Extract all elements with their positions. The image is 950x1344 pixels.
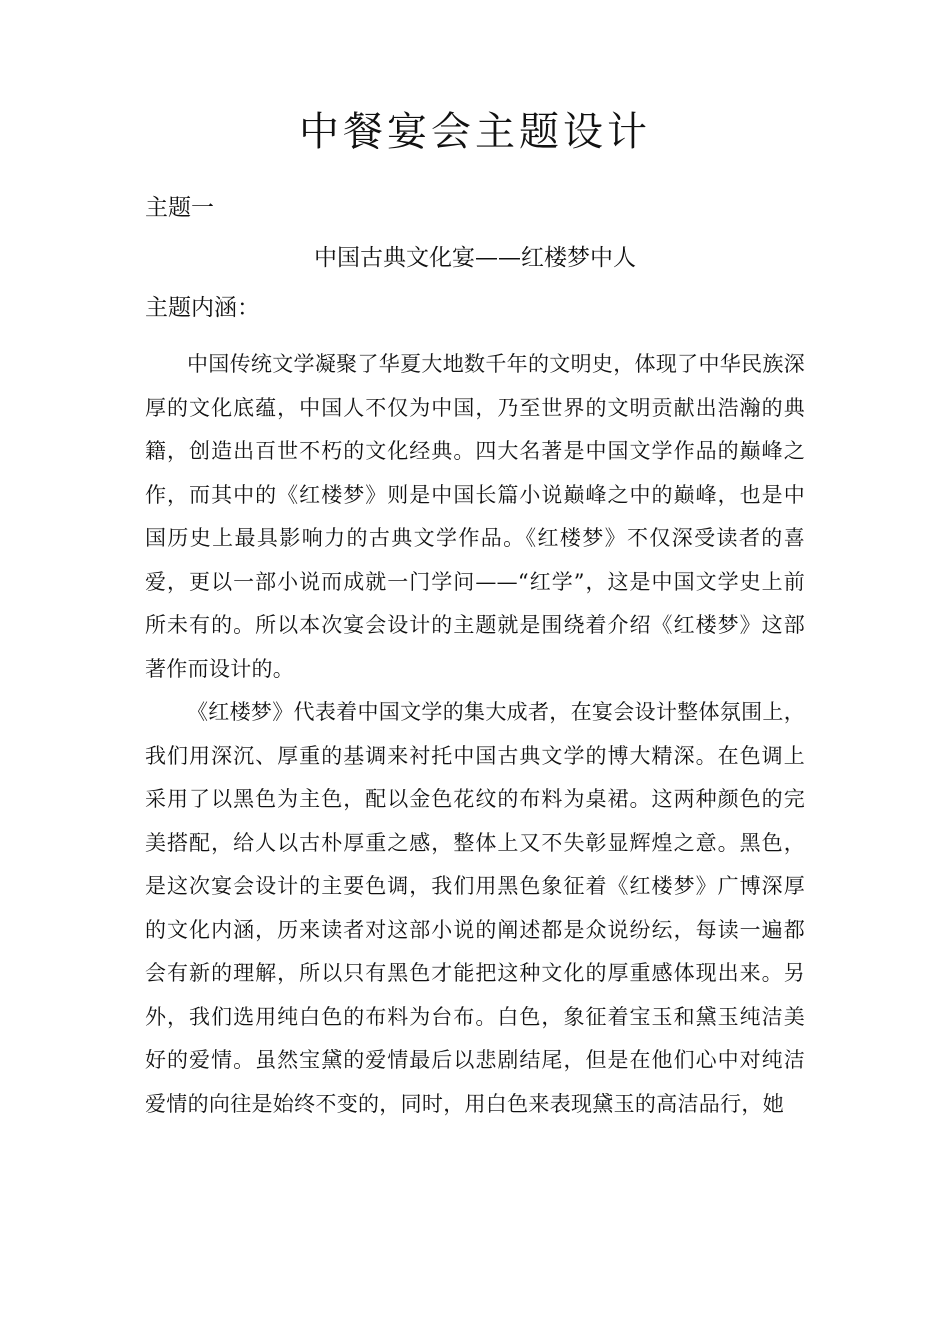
body-text	[145, 343, 805, 1126]
theme-subtitle: 中国古典文化宴——红楼梦中人	[314, 245, 636, 271]
document-title: 中餐宴会主题设计	[299, 109, 651, 155]
paragraph-2: 《红楼梦》代表着中国文学的集大成者，在宴会设计整体氛围上，我们用深沉、厚重的基调来衬托中国古典文学的博大精深。在色调上采用了以黑色为主色，配以金色花纹的布料为桌裙。这两种颜色的完美搭配，给人以古朴厚重之感，整体上又不失彰显辉煌之意。黑色，是这次宴会设计的主要色调，我们用黑色象征着《红楼梦》广博深厚的文化内涵，历来读者对这部小说的阐述都是众说纷纭，每读一遍都会有新的理解，所以只有黑色才能把这种文化的厚重感体现出来。另外，我们选用纯白色的布料为台布。白色，象征着宝玉和黛玉纯洁美好的爱情。虽然宝黛的爱情最后以悲剧结尾，但是在他们心中对纯洁爱情的向往是始终不变的，同时，用白色来表现黛玉的高洁品行，她	[145, 700, 805, 1116]
theme-meaning-label: 主题内涵：	[145, 295, 260, 321]
paragraph-1: 中国传统文学凝聚了华夏大地数千年的文明史，体现了中华民族深厚的文化底蕴，中国人不仅为中国，乃至世界的文明贡献出浩瀚的典籍，创造出百世不朽的文化经典。四大名著是中国文学作品的巅峰之作，而其中的《红楼梦》则是中国长篇小说巅峰之中的巅峰，也是中国历史上最具影响力的古典文学作品。《红楼梦》不仅深受读者的喜爱，更以一部小说而成就一门学问——“红学”，这是中国文学史上前所未有的。所以本次宴会设计的主题就是围绕着介绍《红楼梦》这部著作而设计的。	[145, 352, 805, 681]
section-label: 主题一	[145, 195, 214, 221]
